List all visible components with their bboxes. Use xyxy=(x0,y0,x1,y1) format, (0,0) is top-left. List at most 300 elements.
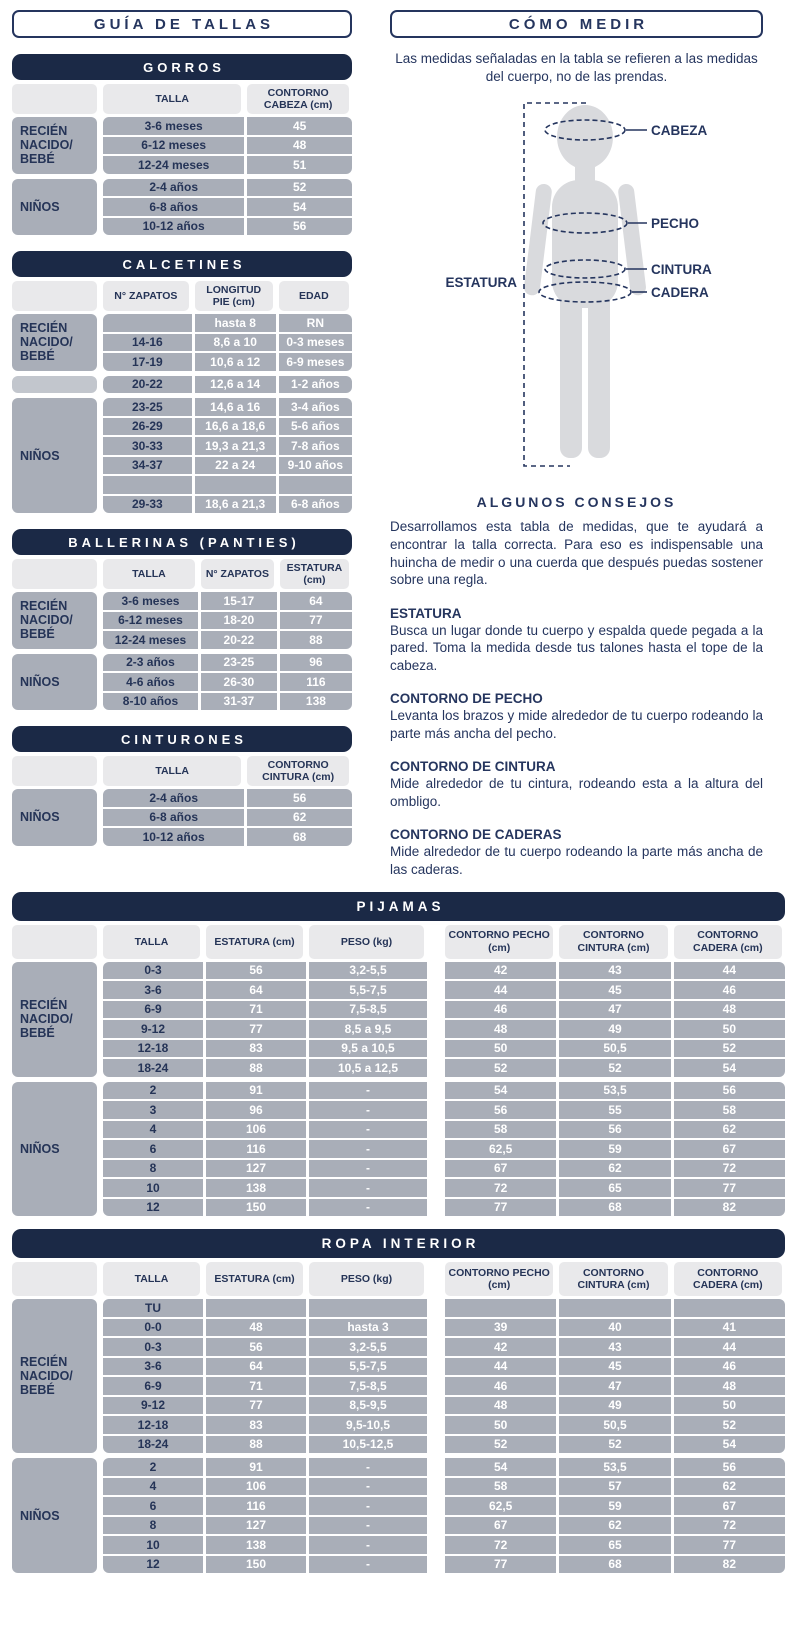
cell-spacer xyxy=(430,1121,442,1139)
cell-spacer xyxy=(430,1160,442,1178)
cell: 52 xyxy=(247,179,352,197)
cell: 56 xyxy=(674,1082,785,1100)
table-title: PIJAMAS xyxy=(12,892,785,921)
cell: 62 xyxy=(247,809,352,827)
cell: 12-18 xyxy=(103,1416,203,1434)
cell: 50 xyxy=(445,1040,556,1058)
cell: - xyxy=(309,1179,427,1197)
cell-spacer xyxy=(430,1458,442,1476)
cell: 46 xyxy=(445,1001,556,1019)
cell: 49 xyxy=(559,1397,670,1415)
section-text: Levanta los brazos y mide alrededor de tu cuerpo rodeando la parte más ancha del pecho. xyxy=(390,708,763,741)
cell-spacer xyxy=(430,1436,442,1454)
table-row xyxy=(103,179,352,197)
column-header: CONTORNO CINTURA (cm) xyxy=(559,925,667,959)
table-row xyxy=(103,1497,785,1515)
table-row xyxy=(103,673,352,691)
group-rows xyxy=(103,376,352,394)
measure-section xyxy=(390,759,763,810)
cell: 44 xyxy=(674,1338,785,1356)
table-title: ROPA INTERIOR xyxy=(12,1229,785,1258)
top-two-columns xyxy=(12,10,785,879)
table-row xyxy=(103,418,352,436)
cell: 116 xyxy=(206,1140,306,1158)
column-header: CONTORNO PECHO (cm) xyxy=(445,1262,553,1296)
cell: 12-18 xyxy=(103,1040,203,1058)
cell: 50 xyxy=(674,1020,785,1038)
cell: 54 xyxy=(445,1458,556,1476)
row-group xyxy=(12,789,352,846)
cell: 59 xyxy=(559,1497,670,1515)
table-row xyxy=(103,592,352,610)
section-text: Busca un lugar donde tu cuerpo y espalda quede pegada a la pared. Toma la medida desde tus talones hasta el tope de la cabeza. xyxy=(390,622,763,673)
how-to-title: CÓMO MEDIR xyxy=(390,10,763,38)
group-label: RECIÉN NACIDO/ BEBÉ xyxy=(12,117,97,174)
cell: 10,5 a 12,5 xyxy=(309,1059,427,1077)
column-header: EDAD xyxy=(279,281,349,311)
cell xyxy=(103,476,192,494)
cell: 53,5 xyxy=(559,1458,670,1476)
table-pijamas xyxy=(12,892,785,1217)
cell-spacer xyxy=(430,1020,442,1038)
tips-text: Desarrollamos esta tabla de medidas, que te ayudará a encontrar la talla correcta. Para eso es indispensable una huincha de medir o una cuerda que después puedas sostener sobre una regla. xyxy=(390,519,763,588)
cell: 19,3 a 21,3 xyxy=(195,437,276,455)
column-header: CONTORNO CABEZA (cm) xyxy=(247,84,349,114)
cell: 3-6 meses xyxy=(103,592,198,610)
cell-spacer xyxy=(430,1338,442,1356)
table-body xyxy=(12,117,352,235)
cell: 6-12 meses xyxy=(103,137,244,155)
cell: 48 xyxy=(445,1397,556,1415)
cell: 9-12 xyxy=(103,1020,203,1038)
cell: 72 xyxy=(674,1160,785,1178)
table-body xyxy=(12,314,352,513)
cell: 48 xyxy=(206,1319,306,1337)
cell: 26-29 xyxy=(103,418,192,436)
cell: 34-37 xyxy=(103,457,192,475)
table-corner-cell xyxy=(12,756,97,786)
cell: - xyxy=(309,1478,427,1496)
group-label: NIÑOS xyxy=(12,179,97,236)
table-row xyxy=(103,1377,785,1395)
group-label: NIÑOS xyxy=(12,398,97,513)
table-row xyxy=(103,981,785,999)
group-rows xyxy=(103,654,352,711)
cell-spacer xyxy=(430,1179,442,1197)
cell: 72 xyxy=(445,1179,556,1197)
cell: 9,5-10,5 xyxy=(309,1416,427,1434)
cell: 1-2 años xyxy=(279,376,352,394)
table-row xyxy=(103,1082,785,1100)
table-corner-cell xyxy=(12,925,97,959)
cell: 59 xyxy=(559,1140,670,1158)
table-row xyxy=(103,1101,785,1119)
cell: 106 xyxy=(206,1478,306,1496)
table-row xyxy=(103,437,352,455)
table-row xyxy=(103,1397,785,1415)
cell xyxy=(559,1299,670,1317)
cell: 56 xyxy=(247,218,352,236)
cell: 88 xyxy=(206,1436,306,1454)
cell: - xyxy=(309,1082,427,1100)
cell: 18-24 xyxy=(103,1436,203,1454)
cell: 43 xyxy=(559,962,670,980)
table-ballerinas xyxy=(12,529,352,710)
section-text: Mide alrededor de tu cuerpo rodeando la parte más ancha de las caderas. xyxy=(390,844,763,877)
cell: 68 xyxy=(247,828,352,846)
column-header: CONTORNO CADERA (cm) xyxy=(674,1262,782,1296)
cell: 42 xyxy=(445,962,556,980)
group-label: NIÑOS xyxy=(12,1458,97,1573)
cell: 62,5 xyxy=(445,1140,556,1158)
cell: 52 xyxy=(559,1059,670,1077)
cell: 43 xyxy=(559,1338,670,1356)
group-label: RECIÉN NACIDO/ BEBÉ xyxy=(12,1299,97,1453)
group-rows xyxy=(103,962,785,1077)
cell: 4-6 años xyxy=(103,673,198,691)
cell: 39 xyxy=(445,1319,556,1337)
table-row xyxy=(103,1040,785,1058)
cell xyxy=(309,1299,427,1317)
table-body xyxy=(12,789,352,846)
cell: 56 xyxy=(206,962,306,980)
cell-spacer xyxy=(430,1040,442,1058)
section-heading: ESTATURA xyxy=(390,605,462,621)
table-row xyxy=(103,1416,785,1434)
cell: 0-3 meses xyxy=(279,334,352,352)
cell: 16,6 a 18,6 xyxy=(195,418,276,436)
cell: 58 xyxy=(445,1121,556,1139)
cell: 77 xyxy=(445,1556,556,1574)
table-corner-cell xyxy=(12,559,97,589)
cadera-label: CADERA xyxy=(651,285,709,301)
cell: 2 xyxy=(103,1082,203,1100)
cell: 48 xyxy=(445,1020,556,1038)
table-row xyxy=(103,376,352,394)
group-rows xyxy=(103,1299,785,1453)
cell: 58 xyxy=(674,1101,785,1119)
cell: 20-22 xyxy=(103,376,192,394)
cell: 3-6 meses xyxy=(103,117,244,135)
table-row xyxy=(103,398,352,416)
intro-text: Las medidas señaladas en la tabla se refieren a las medidas del cuerpo, no de las prendas. xyxy=(395,51,758,85)
cell: 77 xyxy=(280,612,352,630)
cell: 50,5 xyxy=(559,1040,670,1058)
cell: 0-3 xyxy=(103,1338,203,1356)
cell: 138 xyxy=(206,1536,306,1554)
table-header-row xyxy=(12,281,352,311)
cell: 10,6 a 12 xyxy=(195,353,276,371)
row-group xyxy=(12,376,352,394)
cell: - xyxy=(309,1140,427,1158)
table-row xyxy=(103,353,352,371)
table-header-row xyxy=(12,756,352,786)
table-row xyxy=(103,1517,785,1535)
cell: 31-37 xyxy=(201,693,277,711)
table-row xyxy=(103,218,352,236)
cell: 3-6 xyxy=(103,1358,203,1376)
cell: 12 xyxy=(103,1199,203,1217)
cell-spacer xyxy=(430,1059,442,1077)
row-group xyxy=(12,654,352,711)
row-group xyxy=(12,1458,785,1573)
cell: 48 xyxy=(674,1377,785,1395)
group-rows xyxy=(103,592,352,649)
cell: 0-3 xyxy=(103,962,203,980)
group-rows xyxy=(103,179,352,236)
cell: 10-12 años xyxy=(103,828,244,846)
cell: - xyxy=(309,1556,427,1574)
table-row xyxy=(103,1299,785,1317)
cell: 23-25 xyxy=(201,654,277,672)
table-gorros xyxy=(12,54,352,235)
section-text: Mide alrededor de tu cintura, rodeando esta a la altura del ombligo. xyxy=(390,776,763,809)
column-header: PESO (kg) xyxy=(309,925,424,959)
section-heading: CONTORNO DE CADERAS xyxy=(390,827,562,843)
cell: 67 xyxy=(674,1140,785,1158)
cell: 64 xyxy=(280,592,352,610)
row-group xyxy=(12,179,352,236)
table-row xyxy=(103,962,785,980)
cell: 44 xyxy=(445,1358,556,1376)
cell: 29-33 xyxy=(103,496,192,514)
cell: 58 xyxy=(445,1478,556,1496)
column-header: LONGITUD PIE (cm) xyxy=(195,281,273,311)
table-title: CINTURONES xyxy=(12,726,352,752)
row-group xyxy=(12,1082,785,1217)
cell xyxy=(279,476,352,494)
cell: 6-9 meses xyxy=(279,353,352,371)
table-corner-cell xyxy=(12,1262,97,1296)
row-group xyxy=(12,1299,785,1453)
table-row xyxy=(103,198,352,216)
column-header: TALLA xyxy=(103,1262,200,1296)
table-body xyxy=(12,592,352,710)
cell-spacer xyxy=(430,1397,442,1415)
cell: 50,5 xyxy=(559,1416,670,1434)
cell: 138 xyxy=(206,1179,306,1197)
cell: 62 xyxy=(559,1160,670,1178)
cell: 30-33 xyxy=(103,437,192,455)
cell: 127 xyxy=(206,1160,306,1178)
pecho-label: PECHO xyxy=(651,216,700,232)
measure-section xyxy=(390,691,763,742)
table-calcetines xyxy=(12,251,352,513)
table-row xyxy=(103,1160,785,1178)
cell: hasta 8 xyxy=(195,314,276,332)
cell: 68 xyxy=(559,1199,670,1217)
column-header: N° ZAPATOS xyxy=(201,559,274,589)
cell: 45 xyxy=(559,1358,670,1376)
group-rows xyxy=(103,117,352,174)
group-label: RECIÉN NACIDO/ BEBÉ xyxy=(12,314,97,371)
table-header-row xyxy=(12,559,352,589)
cell: 14,6 a 16 xyxy=(195,398,276,416)
column-header: CONTORNO PECHO (cm) xyxy=(445,925,553,959)
cell: 116 xyxy=(206,1497,306,1515)
table-row xyxy=(103,334,352,352)
cell: 52 xyxy=(445,1059,556,1077)
cell: 62 xyxy=(674,1121,785,1139)
table-row xyxy=(103,117,352,135)
table-row xyxy=(103,1436,785,1454)
cell: 8,5 a 9,5 xyxy=(309,1020,427,1038)
cell: 7,5-8,5 xyxy=(309,1377,427,1395)
cell: 4 xyxy=(103,1478,203,1496)
group-rows xyxy=(103,1458,785,1573)
cell: 42 xyxy=(445,1338,556,1356)
cell: 46 xyxy=(674,1358,785,1376)
cell: 150 xyxy=(206,1199,306,1217)
cell: 12,6 a 14 xyxy=(195,376,276,394)
table-row xyxy=(103,654,352,672)
group-label: NIÑOS xyxy=(12,1082,97,1217)
cell xyxy=(103,314,192,332)
cell: - xyxy=(309,1121,427,1139)
cell: - xyxy=(309,1199,427,1217)
cell: 18,6 a 21,3 xyxy=(195,496,276,514)
column-header: CONTORNO CINTURA (cm) xyxy=(559,1262,667,1296)
cell: 82 xyxy=(674,1556,785,1574)
table-row xyxy=(103,1179,785,1197)
measure-section xyxy=(390,606,763,675)
cell: 10 xyxy=(103,1536,203,1554)
cell-spacer xyxy=(430,1199,442,1217)
cell: 52 xyxy=(674,1040,785,1058)
cell: 67 xyxy=(674,1497,785,1515)
cell-spacer xyxy=(430,1082,442,1100)
cell: 83 xyxy=(206,1416,306,1434)
cell-spacer xyxy=(430,1140,442,1158)
cell: RN xyxy=(279,314,352,332)
cell: 138 xyxy=(280,693,352,711)
cell-spacer xyxy=(430,1416,442,1434)
cell: 6-9 xyxy=(103,1001,203,1019)
table-row xyxy=(103,1536,785,1554)
cell-spacer xyxy=(430,1299,442,1317)
cell-spacer xyxy=(430,1001,442,1019)
cell: 7-8 años xyxy=(279,437,352,455)
cell xyxy=(445,1299,556,1317)
column-header: CONTORNO CADERA (cm) xyxy=(674,925,782,959)
table-body xyxy=(12,962,785,1217)
cell: 8,6 a 10 xyxy=(195,334,276,352)
cell: 40 xyxy=(559,1319,670,1337)
cell: 8,5-9,5 xyxy=(309,1397,427,1415)
cell: 6-12 meses xyxy=(103,612,198,630)
cell: 88 xyxy=(206,1059,306,1077)
column-header: ESTATURA (cm) xyxy=(206,1262,303,1296)
cell: 44 xyxy=(674,962,785,980)
cell: 91 xyxy=(206,1458,306,1476)
cell: 12-24 meses xyxy=(103,631,198,649)
cell: 5,5-7,5 xyxy=(309,1358,427,1376)
cell: 10 xyxy=(103,1179,203,1197)
cell: 0-0 xyxy=(103,1319,203,1337)
cell: 12-24 meses xyxy=(103,156,244,174)
cell xyxy=(206,1299,306,1317)
cell: 6 xyxy=(103,1140,203,1158)
column-header: TALLA xyxy=(103,925,200,959)
cell-spacer xyxy=(430,1319,442,1337)
cell: 57 xyxy=(559,1478,670,1496)
group-rows xyxy=(103,398,352,513)
table-header-row xyxy=(12,925,785,959)
cintura-label: CINTURA xyxy=(651,262,712,278)
cell: 7,5-8,5 xyxy=(309,1001,427,1019)
group-label: RECIÉN NACIDO/ BEBÉ xyxy=(12,962,97,1077)
cell: 3 xyxy=(103,1101,203,1119)
cell: 44 xyxy=(445,981,556,999)
cell xyxy=(674,1299,785,1317)
section-heading: CONTORNO DE CINTURA xyxy=(390,759,556,775)
cell: 14-16 xyxy=(103,334,192,352)
cell: 83 xyxy=(206,1040,306,1058)
cell: 77 xyxy=(206,1397,306,1415)
cell: 50 xyxy=(445,1416,556,1434)
cell: - xyxy=(309,1517,427,1535)
cell: 96 xyxy=(206,1101,306,1119)
cell: 56 xyxy=(559,1121,670,1139)
cell: 62,5 xyxy=(445,1497,556,1515)
table-title: CALCETINES xyxy=(12,251,352,277)
table-row xyxy=(103,809,352,827)
cell: 26-30 xyxy=(201,673,277,691)
column-header: TALLA xyxy=(103,84,241,114)
cell: 54 xyxy=(674,1436,785,1454)
measure-instructions xyxy=(390,606,763,879)
table-row xyxy=(103,1478,785,1496)
table-title: BALLERINAS (PANTIES) xyxy=(12,529,352,555)
cell: 68 xyxy=(559,1556,670,1574)
cell: 55 xyxy=(559,1101,670,1119)
column-header: N° ZAPATOS xyxy=(103,281,189,311)
table-row xyxy=(103,828,352,846)
cell: 20-22 xyxy=(201,631,277,649)
cell: 10-12 años xyxy=(103,218,244,236)
cell: 82 xyxy=(674,1199,785,1217)
table-row xyxy=(103,1020,785,1038)
cell: 62 xyxy=(674,1478,785,1496)
cell: 9-12 xyxy=(103,1397,203,1415)
estatura-label: ESTATURA xyxy=(445,275,517,291)
cell: 3,2-5,5 xyxy=(309,962,427,980)
header-spacer xyxy=(430,925,442,959)
cell: 56 xyxy=(674,1458,785,1476)
cell: 127 xyxy=(206,1517,306,1535)
cell: 8 xyxy=(103,1517,203,1535)
cell: 2-4 años xyxy=(103,789,244,807)
cell-spacer xyxy=(430,1101,442,1119)
group-label: NIÑOS xyxy=(12,654,97,711)
size-tables-column xyxy=(12,10,352,846)
cell: 6-8 años xyxy=(279,496,352,514)
table-row xyxy=(103,1319,785,1337)
table-cinturones xyxy=(12,726,352,846)
cell: 41 xyxy=(674,1319,785,1337)
table-row xyxy=(103,631,352,649)
table-corner-cell xyxy=(12,281,97,311)
cell: 18-24 xyxy=(103,1059,203,1077)
guide-title: GUÍA DE TALLAS xyxy=(12,10,352,38)
cell-spacer xyxy=(430,1358,442,1376)
cell xyxy=(195,476,276,494)
cell: - xyxy=(309,1160,427,1178)
section-heading: CONTORNO DE PECHO xyxy=(390,691,543,707)
cell: 6 xyxy=(103,1497,203,1515)
table-row xyxy=(103,156,352,174)
cell-spacer xyxy=(430,1556,442,1574)
